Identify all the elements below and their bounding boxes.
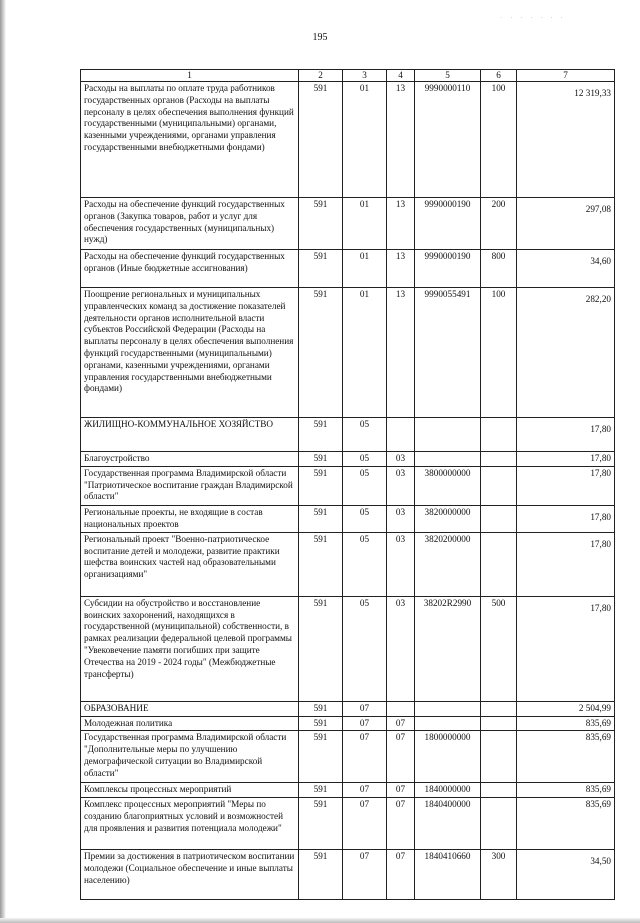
row-ved: 591 xyxy=(299,505,343,532)
row-sum: 835,69 xyxy=(517,783,615,798)
header-cell: 7 xyxy=(517,70,615,82)
row-pr: 07 xyxy=(387,716,415,731)
row-rz: 05 xyxy=(343,466,387,505)
row-description: Комплекс процессных мероприятий "Меры по созданию благоприятных условий и возможностей для проявления и развития потенциала молодежи" xyxy=(81,798,299,850)
table-row xyxy=(81,783,615,798)
row-ved: 591 xyxy=(299,82,343,198)
table-row xyxy=(81,288,615,418)
row-ved: 591 xyxy=(299,798,343,850)
row-sum: 835,69 xyxy=(517,798,615,850)
row-ved: 591 xyxy=(299,850,343,900)
row-description: ЖИЛИЩНО-КОММУНАЛЬНОЕ ХОЗЯЙСТВО xyxy=(81,418,299,452)
row-pr: 07 xyxy=(387,798,415,850)
row-description: Государственная программа Владимирской области "Дополнительные меры по улучшению демографической ситуации во Владимирской области" xyxy=(81,731,299,783)
row-rz: 05 xyxy=(343,418,387,452)
row-vr: 100 xyxy=(481,82,517,198)
table-row xyxy=(81,716,615,731)
row-sum: 17,80 xyxy=(517,466,615,505)
row-description: Расходы на обеспечение функций государственных органов (Закупка товаров, работ и услуг для обеспечения государственных (муниципальных) нужд) xyxy=(81,198,299,250)
row-csr: 38202R2990 xyxy=(415,596,481,701)
row-sum: 17,80 xyxy=(517,532,615,596)
row-sum: 17,80 xyxy=(517,596,615,701)
row-sum: 297,08 xyxy=(517,198,615,250)
row-ved: 591 xyxy=(299,250,343,288)
row-pr xyxy=(387,418,415,452)
row-pr: 13 xyxy=(387,82,415,198)
row-rz: 07 xyxy=(343,783,387,798)
row-sum: 34,60 xyxy=(517,250,615,288)
row-ved: 591 xyxy=(299,701,343,716)
row-vr xyxy=(481,783,517,798)
header-cell: 6 xyxy=(481,70,517,82)
row-ved: 591 xyxy=(299,783,343,798)
row-ved: 591 xyxy=(299,288,343,418)
header-cell: 4 xyxy=(387,70,415,82)
table-row xyxy=(81,82,615,198)
row-pr: 03 xyxy=(387,452,415,467)
table-row xyxy=(81,701,615,716)
row-rz: 07 xyxy=(343,850,387,900)
scan-left-edge xyxy=(0,0,6,923)
row-pr: 13 xyxy=(387,288,415,418)
scan-mark: · · · · · · · xyxy=(500,14,566,22)
row-csr xyxy=(415,716,481,731)
row-csr: 9990000110 xyxy=(415,82,481,198)
row-rz: 01 xyxy=(343,198,387,250)
table-row xyxy=(81,505,615,532)
row-rz: 05 xyxy=(343,596,387,701)
row-pr: 03 xyxy=(387,596,415,701)
row-rz: 01 xyxy=(343,82,387,198)
row-pr: 13 xyxy=(387,250,415,288)
row-ved: 591 xyxy=(299,731,343,783)
row-csr: 3820000000 xyxy=(415,505,481,532)
row-sum: 17,80 xyxy=(517,418,615,452)
row-description: Региональный проект "Военно-патриотическое воспитание детей и молодежи, развитие практики шефства воинских частей над образовательными организациями" xyxy=(81,532,299,596)
row-vr xyxy=(481,532,517,596)
row-csr: 1840000000 xyxy=(415,783,481,798)
row-sum: 12 319,33 xyxy=(517,82,615,198)
row-ved: 591 xyxy=(299,452,343,467)
row-description: Молодежная политика xyxy=(81,716,299,731)
table-row xyxy=(81,596,615,701)
row-sum: 2 504,99 xyxy=(517,701,615,716)
row-vr xyxy=(481,466,517,505)
row-vr xyxy=(481,418,517,452)
row-ved: 591 xyxy=(299,418,343,452)
table-row xyxy=(81,418,615,452)
row-pr: 03 xyxy=(387,466,415,505)
row-vr: 200 xyxy=(481,198,517,250)
page-number: 195 xyxy=(312,32,328,43)
row-ved: 591 xyxy=(299,596,343,701)
row-csr: 9990000190 xyxy=(415,250,481,288)
table-row xyxy=(81,850,615,900)
table-row xyxy=(81,452,615,467)
row-description: Региональные проекты, не входящие в состав национальных проектов xyxy=(81,505,299,532)
row-csr xyxy=(415,452,481,467)
budget-table xyxy=(80,69,615,900)
row-vr: 300 xyxy=(481,850,517,900)
row-csr: 9990000190 xyxy=(415,198,481,250)
row-sum: 34,50 xyxy=(517,850,615,900)
row-pr: 03 xyxy=(387,505,415,532)
row-pr xyxy=(387,701,415,716)
row-pr: 07 xyxy=(387,731,415,783)
row-rz: 07 xyxy=(343,701,387,716)
row-description: Комплексы процессных мероприятий xyxy=(81,783,299,798)
row-rz: 05 xyxy=(343,452,387,467)
table-row xyxy=(81,198,615,250)
row-sum: 17,80 xyxy=(517,505,615,532)
row-vr xyxy=(481,505,517,532)
row-rz: 07 xyxy=(343,798,387,850)
row-csr xyxy=(415,418,481,452)
row-ved: 591 xyxy=(299,466,343,505)
header-cell: 3 xyxy=(343,70,387,82)
row-csr: 9990055491 xyxy=(415,288,481,418)
row-rz: 07 xyxy=(343,731,387,783)
row-csr: 3800000000 xyxy=(415,466,481,505)
header-cell: 5 xyxy=(415,70,481,82)
row-vr xyxy=(481,798,517,850)
table-row xyxy=(81,250,615,288)
table-row xyxy=(81,532,615,596)
row-description: Расходы на обеспечение функций государственных органов (Иные бюджетные ассигнования) xyxy=(81,250,299,288)
row-sum: 17,80 xyxy=(517,452,615,467)
header-cell: 2 xyxy=(299,70,343,82)
row-description: Благоустройство xyxy=(81,452,299,467)
row-ved: 591 xyxy=(299,532,343,596)
row-pr: 07 xyxy=(387,850,415,900)
row-description: Премии за достижения в патриотическом воспитании молодежи (Социальное обеспечение и иные выплаты населению) xyxy=(81,850,299,900)
row-csr: 1840410660 xyxy=(415,850,481,900)
row-csr xyxy=(415,701,481,716)
row-rz: 05 xyxy=(343,505,387,532)
row-sum: 835,69 xyxy=(517,731,615,783)
row-vr xyxy=(481,701,517,716)
row-ved: 591 xyxy=(299,716,343,731)
row-vr xyxy=(481,716,517,731)
row-ved: 591 xyxy=(299,198,343,250)
row-rz: 07 xyxy=(343,716,387,731)
row-pr: 07 xyxy=(387,783,415,798)
row-csr: 3820200000 xyxy=(415,532,481,596)
row-pr: 13 xyxy=(387,198,415,250)
row-vr: 800 xyxy=(481,250,517,288)
row-rz: 05 xyxy=(343,532,387,596)
row-description: ОБРАЗОВАНИЕ xyxy=(81,701,299,716)
row-sum: 835,69 xyxy=(517,716,615,731)
row-vr: 100 xyxy=(481,288,517,418)
scan-bottom-edge xyxy=(0,918,640,923)
row-description: Поощрение региональных и муниципальных управленческих команд за достижение показателей деятельности органов исполнительной власти субъектов Российской Федерации (Расходы на выплаты персоналу в целях обеспечения выполнения функций государственными (муниципальными) органами, казенными учреждениями, органами управления государственными внебюджетными фондами) xyxy=(81,288,299,418)
table-row xyxy=(81,466,615,505)
row-description: Государственная программа Владимирской области "Патриотическое воспитание граждан Владимирской области" xyxy=(81,466,299,505)
header-row xyxy=(81,70,615,82)
row-description: Субсидии на обустройство и восстановление воинских захоронений, находящихся в государственной (муниципальной) собственности, в рамках реализации федеральной целевой программы "Увековечение памяти погибших при защите Отечества на 2019 - 2024 годы" (Межбюджетные трансферты) xyxy=(81,596,299,701)
table-row xyxy=(81,731,615,783)
row-csr: 1840400000 xyxy=(415,798,481,850)
row-rz: 01 xyxy=(343,250,387,288)
row-vr: 500 xyxy=(481,596,517,701)
row-rz: 01 xyxy=(343,288,387,418)
table-row xyxy=(81,798,615,850)
row-description: Расходы на выплаты по оплате труда работников государственных органов (Расходы на выплаты персоналу в целях обеспечения выполнения функций государственными (муниципальными) органами, казенными учреждениями, органами управления государственными внебюджетными фондами) xyxy=(81,82,299,198)
row-vr xyxy=(481,731,517,783)
row-vr xyxy=(481,452,517,467)
row-sum: 282,20 xyxy=(517,288,615,418)
row-csr: 1800000000 xyxy=(415,731,481,783)
header-cell: 1 xyxy=(81,70,299,82)
row-pr: 03 xyxy=(387,532,415,596)
